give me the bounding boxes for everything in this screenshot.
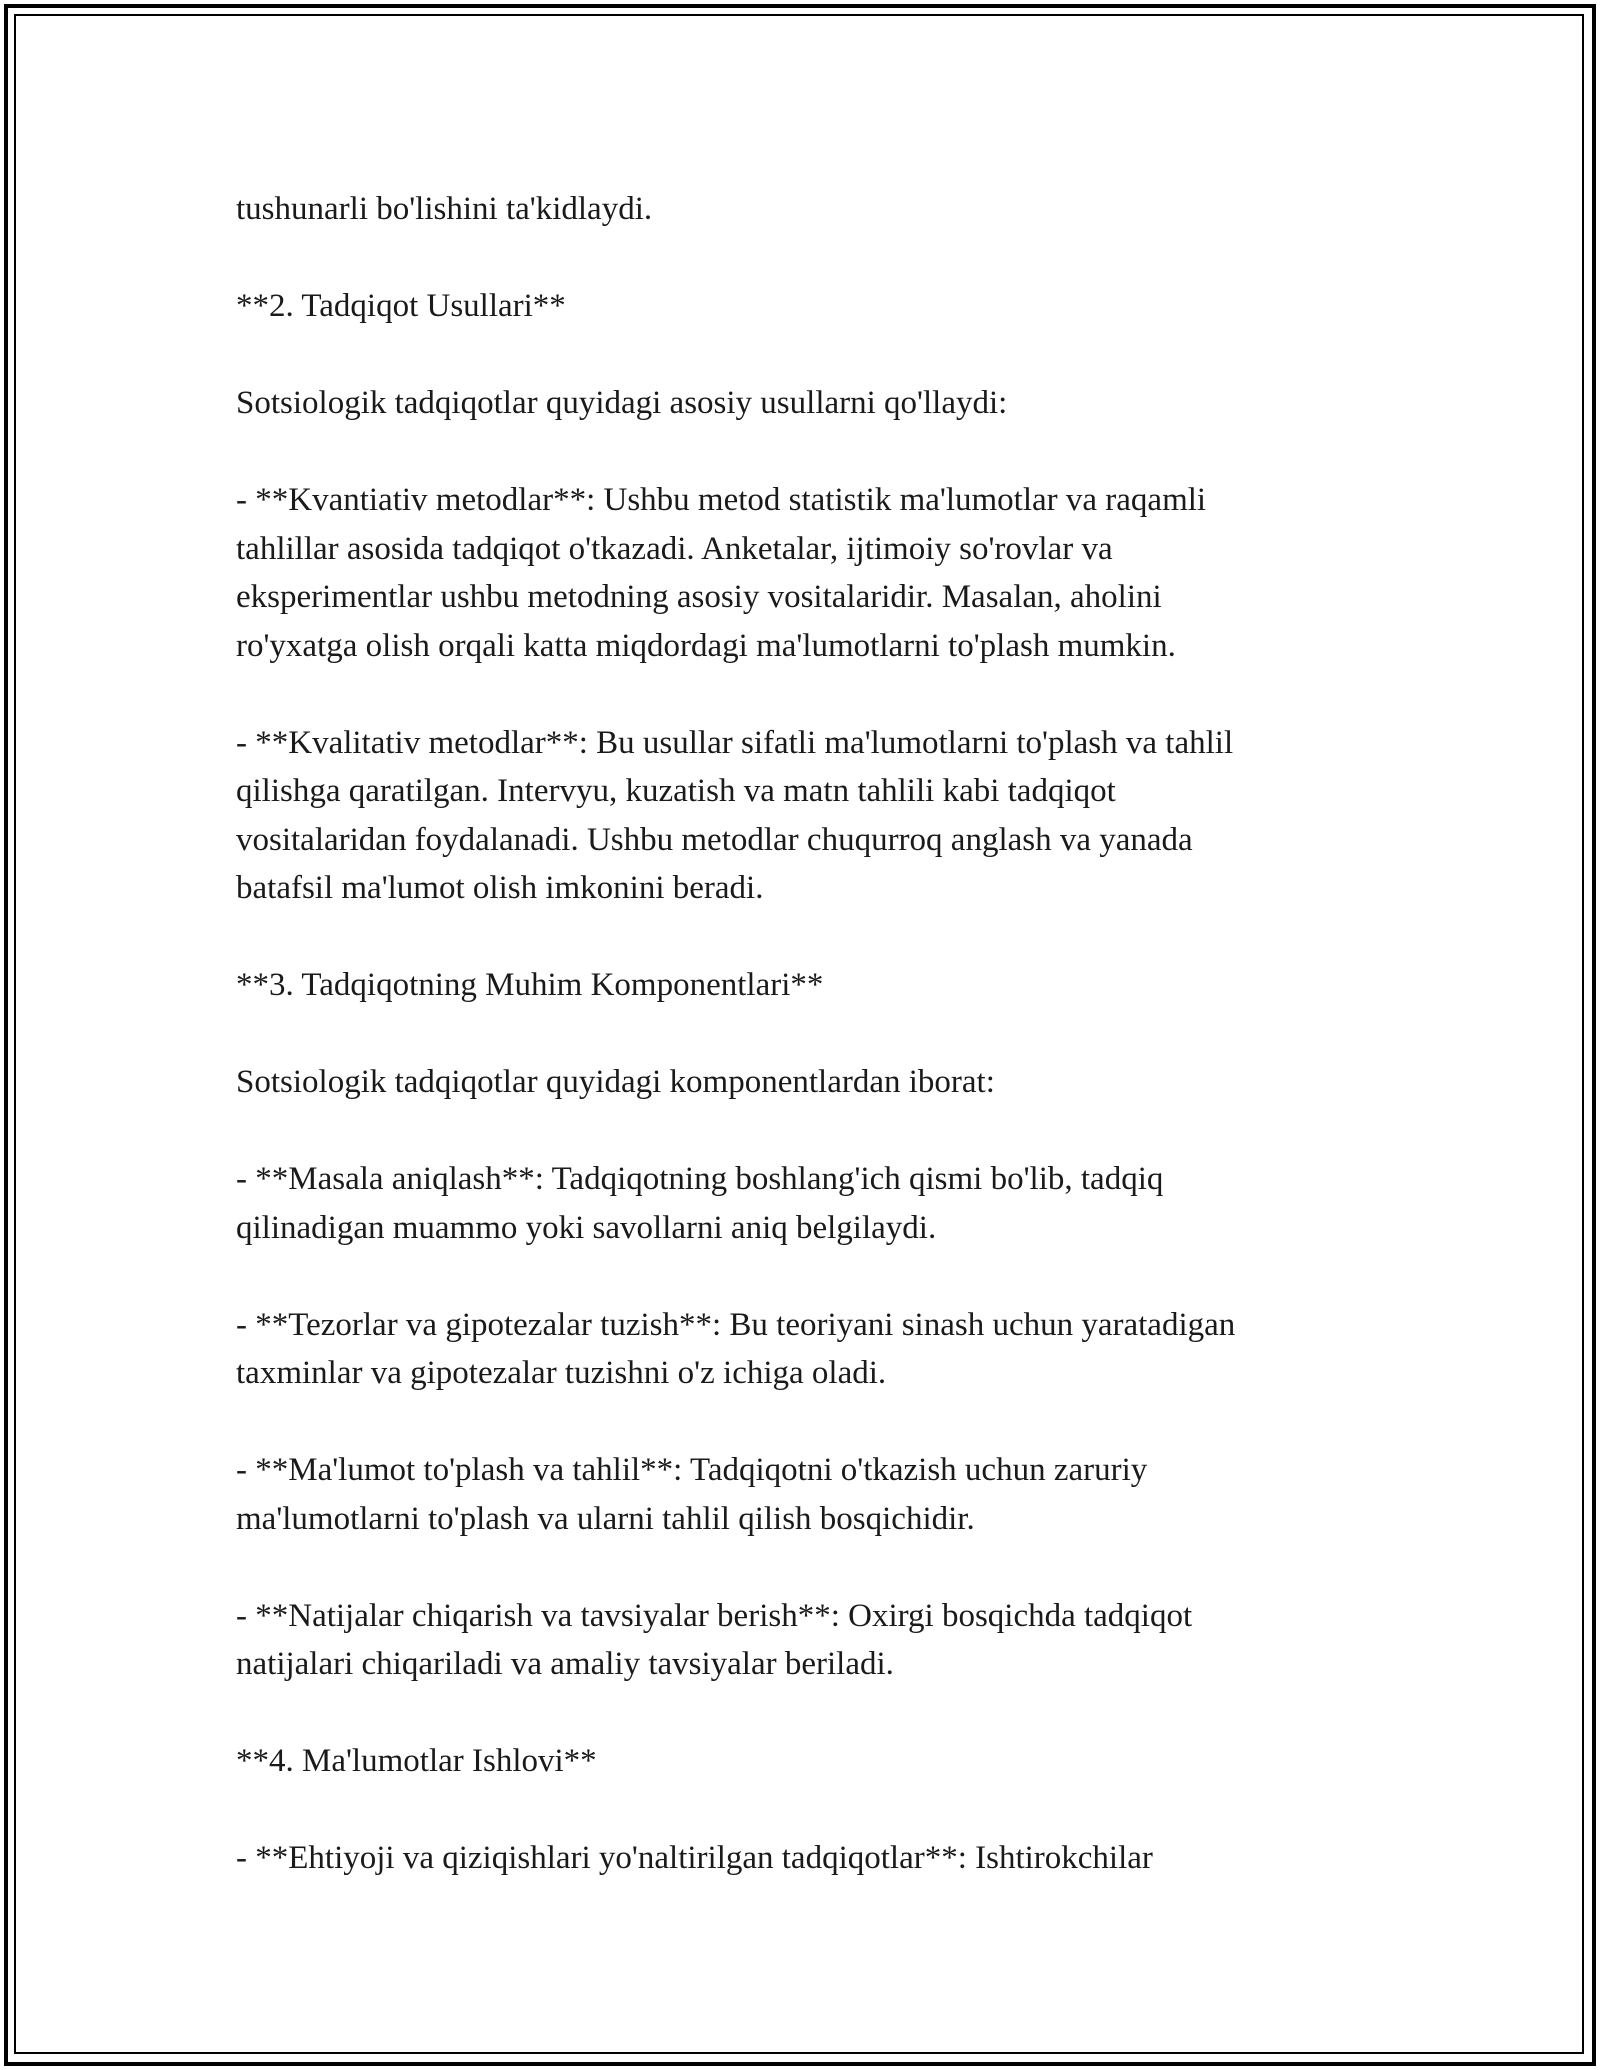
paragraph-methods-intro: Sotsiologik tadqiqotlar quyidagi asosiy usullarni qo'llaydi: bbox=[236, 385, 1008, 421]
list-item-hypotheses: - **Tezorlar va gipotezalar tuzish**: Bu teoriyani sinash uchun yaratadigan taxminlar va gipotezalar tuzishni o'z ichiga oladi. bbox=[236, 1306, 1236, 1391]
list-item-results: - **Natijalar chiqarish va tavsiyalar berish**: Oxirgi bosqichda tadqiqot natijalari chiqariladi va amaliy tavsiyalar beriladi. bbox=[236, 1597, 1193, 1682]
list-item-quantitative: - **Kvantiativ metodlar**: Ushbu metod statistik ma'lumotlar va raqamli tahlillar asosida tadqiqot o'tkazadi. Anketalar, ijtimoiy so'rovlar va eksperimentlar ushbu metodning asosiy vositalaridir. Masalan, aholini ro'yxatga olish orqali katta miqdordagi ma'lumotlarni to'plash mumkin. bbox=[236, 482, 1207, 664]
document-body bbox=[236, 185, 1366, 1931]
paragraph-components-intro: Sotsiologik tadqiqotlar quyidagi komponentlardan iborat: bbox=[236, 1064, 995, 1100]
list-item-data-collection: - **Ma'lumot to'plash va tahlil**: Tadqiqotni o'tkazish uchun zaruriy ma'lumotlarni to'plash va ularni tahlil qilish bosqichidir. bbox=[236, 1452, 1148, 1537]
section-heading-3: **3. Tadqiqotning Muhim Komponentlari** bbox=[236, 967, 824, 1003]
paragraph-continuation: tushunarli bo'lishini ta'kidlaydi. bbox=[236, 191, 653, 227]
section-heading-4: **4. Ma'lumotlar Ishlovi** bbox=[236, 1743, 597, 1779]
list-item-problem-definition: - **Masala aniqlash**: Tadqiqotning boshlang'ich qismi bo'lib, tadqiq qilinadigan muammo yoki savollarni aniq belgilaydi. bbox=[236, 1161, 1164, 1246]
list-item-needs-oriented: - **Ehtiyoji va qiziqishlari yo'naltirilgan tadqiqotlar**: Ishtirokchilar bbox=[236, 1840, 1153, 1876]
list-item-qualitative: - **Kvalitativ metodlar**: Bu usullar sifatli ma'lumotlarni to'plash va tahlil qilishga qaratilgan. Intervyu, kuzatish va matn tahlili kabi tadqiqot vositalaridan foydalanadi. Ushbu metodlar chuqurroq anglash va yanada batafsil ma'lumot olish imkonini beradi. bbox=[236, 724, 1234, 906]
section-heading-2: **2. Tadqiqot Usullari** bbox=[236, 288, 566, 324]
